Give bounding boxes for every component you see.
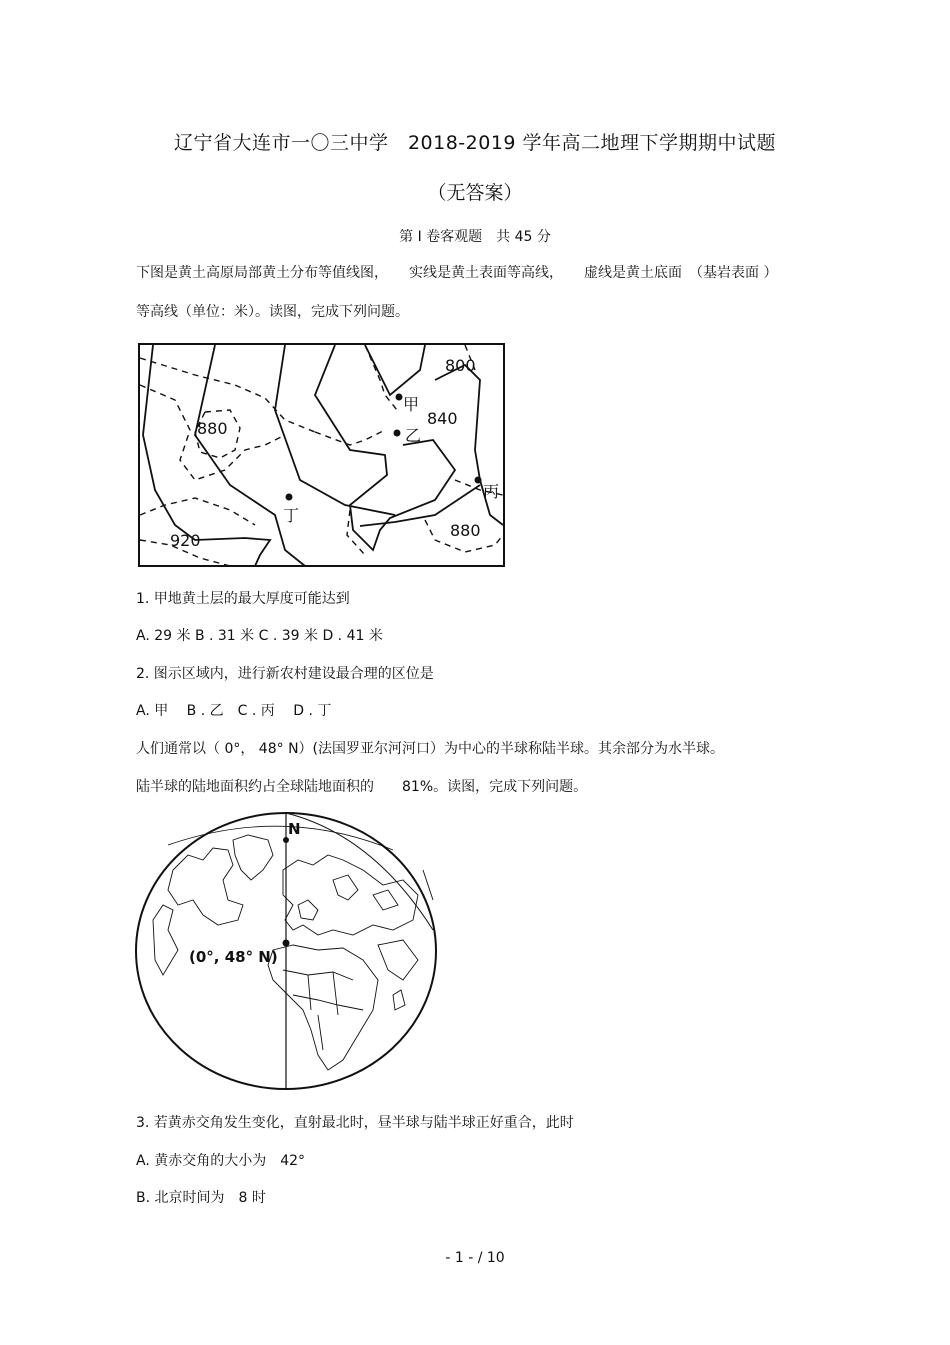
label-840: 840 (427, 409, 458, 428)
question-1-stem: 1. 甲地黄土层的最大厚度可能达到 (136, 591, 350, 607)
question-2-stem: 2. 图示区域内，进行新农村建设最合理的区位是 (136, 666, 434, 682)
point-yi (394, 430, 401, 437)
point-ding (286, 494, 293, 501)
question-3-option-b: B. 北京时间为 8 时 (136, 1190, 266, 1206)
center-point (283, 940, 290, 947)
point-bing (475, 477, 482, 484)
intro2-line2: 陆半球的陆地面积约占全球陆地面积的 81%。读图，完成下列问题。 (136, 779, 588, 795)
label-yi: 乙 (405, 426, 422, 445)
intro2-line1: 人们通常以（ 0°， 48° N）(法国罗亚尔河河口）为中心的半球称陆半球。其余部分为水半球。 (136, 741, 725, 757)
intro1-line2: 等高线（单位：米）。读图，完成下列问题。 (136, 304, 409, 320)
document-subtitle: （无答案） (427, 182, 523, 204)
question-3-stem: 3. 若黄赤交角发生变化，直射最北时，昼半球与陆半球正好重合，此时 (136, 1115, 574, 1131)
land-hemisphere-globe (133, 810, 443, 1095)
label-800: 800 (445, 356, 476, 375)
page-number: - 1 - / 10 (445, 1250, 505, 1266)
label-880-right: 880 (450, 521, 481, 540)
loess-contour-map (135, 340, 510, 570)
label-jia: 甲 (403, 395, 420, 414)
label-ding: 丁 (283, 506, 300, 525)
label-bing: 丙 (483, 482, 500, 501)
question-2-options: A. 甲 B . 乙 C . 丙 D . 丁 (136, 703, 332, 719)
question-1-options: A. 29 米 B . 31 米 C . 39 米 D . 41 米 (136, 628, 383, 644)
document-title: 辽宁省大连市一〇三中学 2018-2019 学年高二地理下学期期中试题 (173, 132, 777, 154)
center-label: (0°, 48° N) (189, 948, 278, 966)
north-label: N (288, 820, 301, 838)
intro1-line1: 下图是黄土高原局部黄土分布等值线图， 实线是黄土表面等高线， 虚线是黄土底面 （基岩表面 ） (136, 265, 778, 281)
label-880-left: 880 (197, 419, 228, 438)
label-920: 920 (170, 531, 201, 550)
question-3-option-a: A. 黄赤交角的大小为 42° (136, 1153, 306, 1169)
point-jia (396, 394, 403, 401)
section-heading: 第 Ⅰ 卷客观题 共 45 分 (399, 229, 551, 245)
